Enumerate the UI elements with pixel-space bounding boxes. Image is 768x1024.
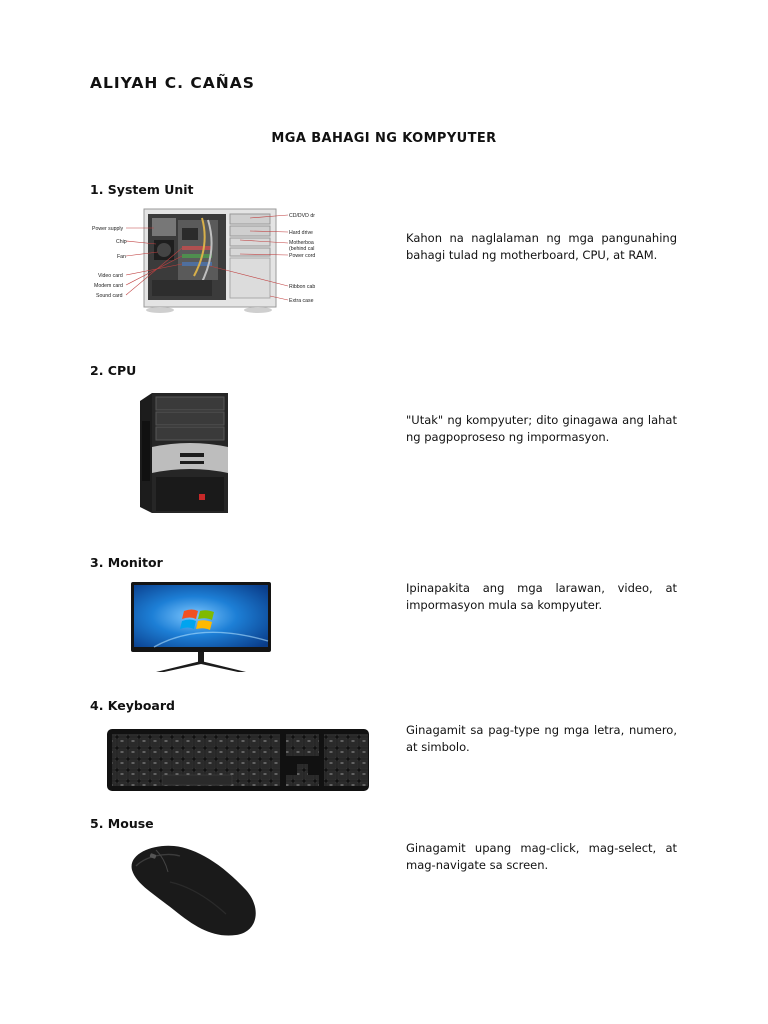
author-name: ALIYAH C. CAÑAS [90,74,255,92]
label-sound-card: Sound card [96,293,123,299]
label-power-supply: Power supply [92,226,124,232]
label-motherboard: Motherboa [289,240,314,246]
section-heading-system-unit: 1. System Unit [90,182,194,197]
label-motherboard-note: (behind cal [289,246,315,252]
system-unit-diagram-icon [90,206,330,320]
label-cd-dvd-drive: CD/DVD dr [289,213,315,219]
label-ribbon-cable: Ribbon cab [289,284,316,290]
section-heading-keyboard: 4. Keyboard [90,698,175,713]
document-title: MGA BAHAGI NG KOMPYUTER [271,131,497,146]
mouse-icon [126,842,264,938]
section-description-monitor: Ipinapakita ang mga larawan, video, at impormasyon mula sa kompyuter. [406,581,677,612]
label-fan: Fan [117,254,126,260]
section-heading-mouse: 5. Mouse [90,816,154,831]
label-chip: Chip [116,239,127,245]
label-hard-drive: Hard drive [289,230,313,236]
keyboard-icon [106,726,370,794]
label-modem-card: Modem card [94,283,123,289]
section-heading-cpu: 2. CPU [90,363,137,378]
section-description-system-unit: Kahon na naglalaman ng mga pangunahing bahagi tulad ng motherboard, CPU, at RAM. [406,231,677,262]
label-extra-case: Extra case [289,298,314,304]
section-description-cpu: "Utak" ng kompyuter; dito ginagawa ang lahat ng pagpoproseso ng impormasyon. [406,413,677,444]
section-heading-monitor: 3. Monitor [90,555,163,570]
section-description-mouse: Ginagamit upang mag-click, mag-select, at mag-navigate sa screen. [406,841,677,872]
label-video-card: Video card [98,273,123,279]
cpu-tower-icon [138,391,230,515]
label-power-cord: Power cord [289,253,316,259]
monitor-icon [130,581,272,673]
section-description-keyboard: Ginagamit sa pag-type ng mga letra, numero, at simbolo. [406,723,677,754]
